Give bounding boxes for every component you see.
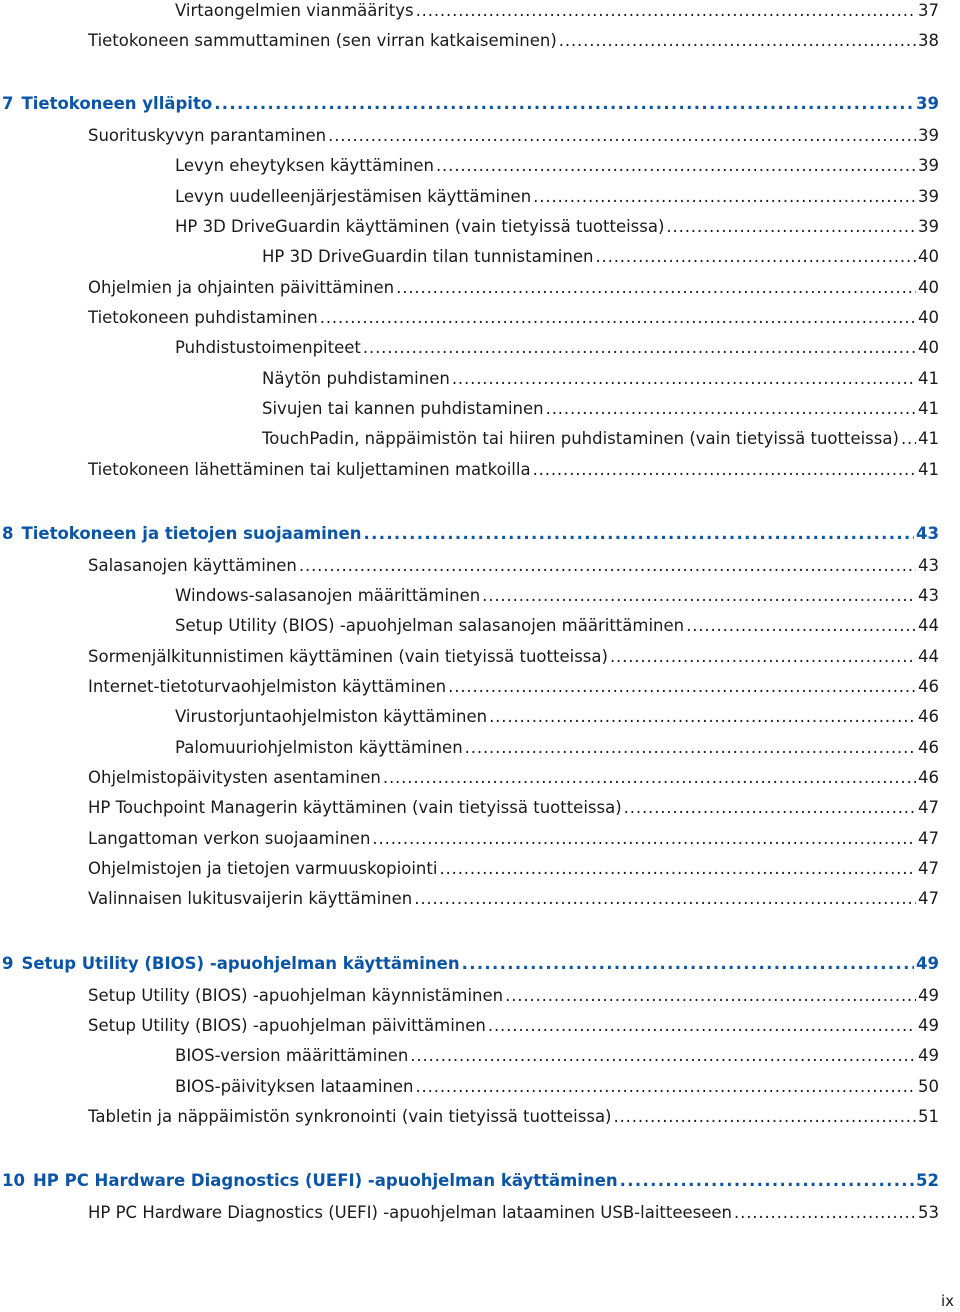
leader-dots — [328, 125, 916, 147]
toc-entry-label: Puhdistustoimenpiteet — [175, 338, 361, 357]
toc-entry-page: 49 — [918, 986, 939, 1005]
toc-entry-page: 39 — [918, 126, 939, 145]
toc-entry[interactable] — [88, 888, 939, 910]
toc-entry[interactable] — [175, 337, 939, 359]
leader-dots — [414, 888, 916, 910]
leader-dots — [448, 676, 916, 698]
leader-dots — [505, 985, 916, 1007]
toc-entry-page: 46 — [918, 738, 939, 757]
toc-entry-page: 44 — [918, 616, 939, 635]
leader-dots — [452, 368, 916, 390]
leader-dots — [533, 186, 916, 208]
leader-dots — [410, 1045, 916, 1067]
toc-entry-page: 41 — [918, 460, 939, 479]
leader-dots — [610, 646, 916, 668]
toc-entry-page: 46 — [918, 677, 939, 696]
toc-entry[interactable] — [175, 706, 939, 728]
toc-entry-page: 46 — [918, 707, 939, 726]
leader-dots — [214, 93, 914, 115]
chapter-number: 9 — [2, 954, 14, 973]
toc-entry[interactable] — [88, 30, 939, 52]
toc-entry[interactable] — [88, 858, 939, 880]
toc-entry[interactable] — [175, 1045, 939, 1067]
toc-entry-page: 47 — [918, 798, 939, 817]
toc-entry-page: 49 — [918, 1016, 939, 1035]
toc-entry-page: 39 — [918, 217, 939, 236]
leader-dots — [416, 0, 916, 22]
toc-entry[interactable] — [175, 615, 939, 637]
toc-entry[interactable] — [88, 277, 939, 299]
toc-entry-page: 40 — [918, 338, 939, 357]
toc-entry[interactable] — [88, 1106, 939, 1128]
toc-entry-label: Sivujen tai kannen puhdistaminen — [262, 399, 544, 418]
leader-dots — [482, 585, 916, 607]
toc-entry-page: 41 — [918, 429, 939, 448]
leader-dots — [363, 523, 914, 545]
toc-entry-page: 52 — [916, 1171, 939, 1190]
toc-entry-label: Virtaongelmien vianmääritys — [175, 1, 414, 20]
toc-entry[interactable] — [262, 428, 939, 450]
page-number: ix — [940, 1292, 954, 1310]
toc-entry[interactable] — [88, 676, 939, 698]
toc-entry[interactable] — [175, 737, 939, 759]
toc-entry-label: Windows-salasanojen määrittäminen — [175, 586, 481, 605]
leader-dots — [320, 307, 916, 329]
leader-dots — [686, 615, 916, 637]
toc-entry-page: 39 — [916, 94, 939, 113]
toc-entry-label: Virustorjuntaohjelmiston käyttäminen — [175, 707, 488, 726]
toc-entry[interactable] — [262, 398, 939, 420]
chapter-number: 10 — [2, 1171, 25, 1190]
toc-entry[interactable] — [88, 125, 939, 147]
toc-entry-label: Sormenjälkitunnistimen käyttäminen (vain tietyissä tuotteissa) — [88, 647, 608, 666]
toc-entry-page: 44 — [918, 647, 939, 666]
toc-entry[interactable] — [88, 459, 939, 481]
toc-entry-label: Valinnaisen lukitusvaijerin käyttäminen — [88, 889, 413, 908]
leader-dots — [595, 246, 916, 268]
toc-entry-page: 37 — [918, 1, 939, 20]
toc-chapter-label: Setup Utility (BIOS) -apuohjelman käyttäminen — [21, 954, 460, 973]
toc-entry[interactable] — [88, 646, 939, 668]
toc-chapter[interactable] — [2, 953, 939, 975]
toc-entry-label: HP 3D DriveGuardin tilan tunnistaminen — [262, 247, 594, 266]
toc-entry[interactable] — [88, 828, 939, 850]
toc-chapter[interactable] — [2, 523, 939, 545]
toc-entry-label: HP PC Hardware Diagnostics (UEFI) -apuohjelman lataaminen USB-laitteeseen — [88, 1203, 733, 1222]
leader-dots — [372, 828, 916, 850]
toc-entry-page: 43 — [918, 586, 939, 605]
toc-entry-label: HP Touchpoint Managerin käyttäminen (vain tietyissä tuotteissa) — [88, 798, 622, 817]
toc-entry[interactable] — [175, 155, 939, 177]
toc-entry-page: 39 — [918, 156, 939, 175]
leader-dots — [465, 737, 916, 759]
toc-entry-label: Tietokoneen sammuttaminen (sen virran katkaiseminen) — [88, 31, 557, 50]
leader-dots — [439, 858, 916, 880]
toc-entry-label: Levyn uudelleenjärjestämisen käyttäminen — [175, 187, 532, 206]
toc-entry-label: Langattoman verkon suojaaminen — [88, 829, 371, 848]
toc-entry-label: Setup Utility (BIOS) -apuohjelman päivittäminen — [88, 1016, 486, 1035]
toc-entry-page: 47 — [918, 859, 939, 878]
toc-entry[interactable] — [88, 307, 939, 329]
leader-dots — [415, 1076, 916, 1098]
toc-entry-page: 47 — [918, 889, 939, 908]
toc-entry-page: 38 — [918, 31, 939, 50]
chapter-number: 8 — [2, 524, 14, 543]
toc-chapter[interactable] — [2, 93, 939, 115]
toc-entry-page: 47 — [918, 829, 939, 848]
toc-entry[interactable] — [175, 216, 939, 238]
toc-entry-label: Ohjelmien ja ohjainten päivittäminen — [88, 278, 395, 297]
leader-dots — [383, 767, 916, 789]
toc-entry-label: Salasanojen käyttäminen — [88, 556, 297, 575]
toc-entry[interactable] — [88, 1015, 939, 1037]
toc-entry-label: Tietokoneen puhdistaminen — [88, 308, 318, 327]
toc-chapter-label: Tietokoneen ylläpito — [21, 94, 213, 113]
toc-entry-page: 40 — [918, 308, 939, 327]
toc-entry-label: HP 3D DriveGuardin käyttäminen (vain tietyissä tuotteissa) — [175, 217, 665, 236]
toc-entry-label: Setup Utility (BIOS) -apuohjelman käynnistäminen — [88, 986, 504, 1005]
toc-entry-page: 40 — [918, 247, 939, 266]
toc-entry-page: 49 — [918, 1046, 939, 1065]
toc-chapter[interactable] — [2, 1170, 939, 1192]
toc-entry[interactable] — [88, 985, 939, 1007]
toc-entry-page: 50 — [918, 1077, 939, 1096]
toc-entry-label: Tabletin ja näppäimistön synkronointi (vain tietyissä tuotteissa) — [88, 1107, 612, 1126]
toc-chapter-label: HP PC Hardware Diagnostics (UEFI) -apuohjelman käyttäminen — [32, 1171, 618, 1190]
toc-entry[interactable] — [88, 1202, 939, 1224]
leader-dots — [396, 277, 916, 299]
toc-entry-page: 46 — [918, 768, 939, 787]
toc-entry[interactable] — [175, 1076, 939, 1098]
leader-dots — [489, 706, 916, 728]
toc-entry-label: Näytön puhdistaminen — [262, 369, 450, 388]
toc-entry[interactable] — [175, 585, 939, 607]
toc-entry-label: Ohjelmistojen ja tietojen varmuuskopiointi — [88, 859, 438, 878]
toc-entry-label: Palomuuriohjelmiston käyttäminen — [175, 738, 463, 757]
leader-dots — [462, 953, 914, 975]
leader-dots — [666, 216, 916, 238]
toc-entry-page: 40 — [918, 278, 939, 297]
leader-dots — [546, 398, 916, 420]
toc-entry[interactable] — [175, 0, 939, 22]
toc-entry[interactable] — [262, 368, 939, 390]
leader-dots — [620, 1170, 914, 1192]
leader-dots — [488, 1015, 916, 1037]
toc-entry[interactable] — [88, 797, 939, 819]
leader-dots — [533, 459, 916, 481]
toc-entry-label: Setup Utility (BIOS) -apuohjelman salasanojen määrittäminen — [175, 616, 685, 635]
toc-entry-page: 49 — [916, 954, 939, 973]
toc-entry[interactable] — [88, 555, 939, 577]
toc-entry-label: BIOS-päivityksen lataaminen — [175, 1077, 414, 1096]
toc-entry-label: Internet-tietoturvaohjelmiston käyttäminen — [88, 677, 447, 696]
toc-entry-page: 39 — [918, 187, 939, 206]
toc-entry-label: BIOS-version määrittäminen — [175, 1046, 409, 1065]
leader-dots — [559, 30, 916, 52]
toc-entry-page: 43 — [916, 524, 939, 543]
toc-entry-page: 41 — [918, 399, 939, 418]
toc-chapter-label: Tietokoneen ja tietojen suojaaminen — [21, 524, 362, 543]
leader-dots — [363, 337, 916, 359]
toc-entry-label: Tietokoneen lähettäminen tai kuljettaminen matkoilla — [88, 460, 531, 479]
toc-entry-label: Levyn eheytyksen käyttäminen — [175, 156, 434, 175]
leader-dots — [436, 155, 916, 177]
toc-entry-label: Suorituskyvyn parantaminen — [88, 126, 327, 145]
toc-entry-page: 51 — [918, 1107, 939, 1126]
toc-entry-label: Ohjelmistopäivitysten asentaminen — [88, 768, 381, 787]
leader-dots — [901, 428, 916, 450]
toc-entry[interactable] — [262, 246, 939, 268]
toc-entry-label: TouchPadin, näppäimistön tai hiiren puhdistaminen (vain tietyissä tuotteissa) — [262, 429, 899, 448]
toc-entry-page: 41 — [918, 369, 939, 388]
toc-entry[interactable] — [175, 186, 939, 208]
chapter-number: 7 — [2, 94, 14, 113]
leader-dots — [624, 797, 916, 819]
toc-entry-page: 53 — [918, 1203, 939, 1222]
leader-dots — [614, 1106, 917, 1128]
toc-entry-page: 43 — [918, 556, 939, 575]
leader-dots — [734, 1202, 916, 1224]
toc-entry[interactable] — [88, 767, 939, 789]
leader-dots — [299, 555, 916, 577]
